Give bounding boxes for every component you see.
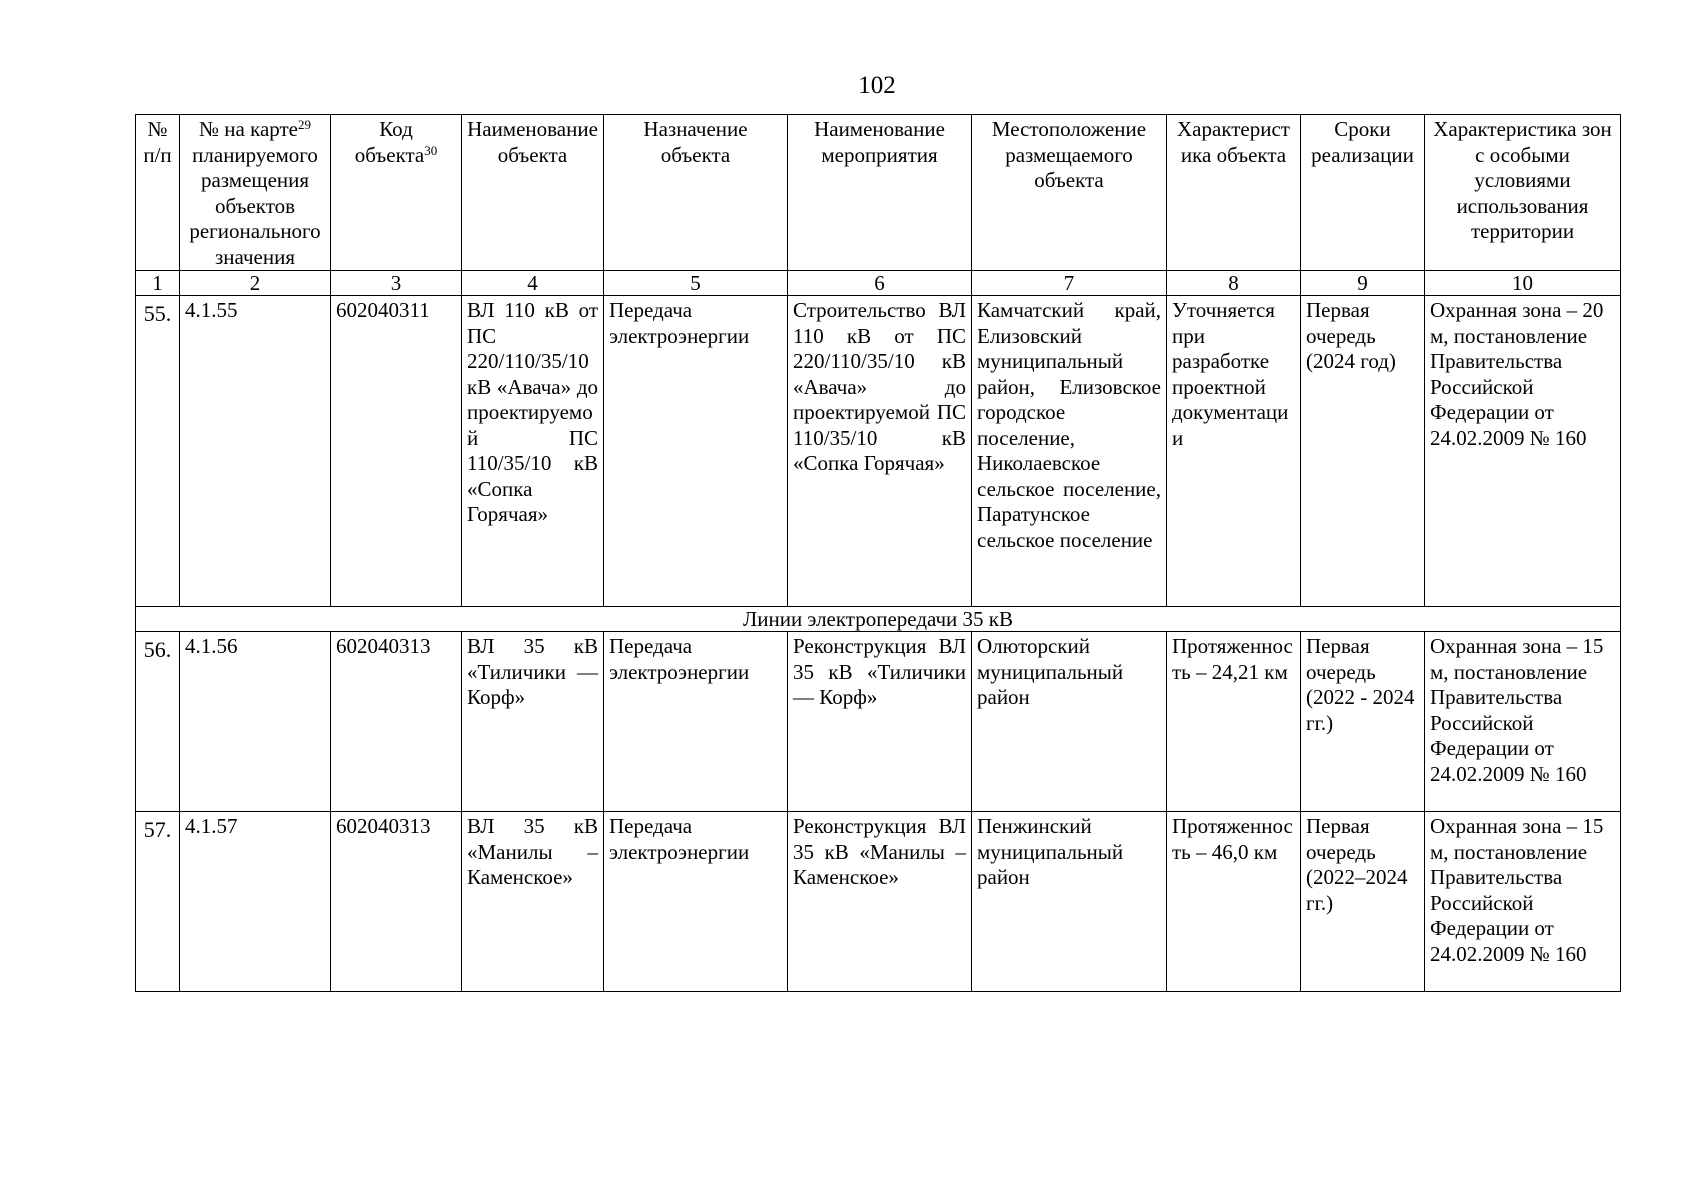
location-cell: Олюторский муниципальный район <box>972 632 1167 812</box>
object-code-cell: 602040311 <box>331 296 462 607</box>
column-number-cell: 9 <box>1301 271 1425 296</box>
deadline-cell: Первая очередь (2022 - 2024 гг.) <box>1301 632 1425 812</box>
header-cell-deadline: Сроки реализации <box>1301 115 1425 271</box>
header-cell-zones: Характеристика зон с особыми условиями использования территории <box>1425 115 1621 271</box>
header-cell-characteristic: Характеристика объекта <box>1167 115 1301 271</box>
map-number-cell: 4.1.55 <box>180 296 331 607</box>
column-number-cell: 1 <box>136 271 180 296</box>
column-number-cell: 4 <box>462 271 604 296</box>
header-map-number-rest: планируемого размещения объектов регионального значения <box>189 142 321 269</box>
activity-cell: Реконструкция ВЛ 35 кВ «Манилы – Каменское» <box>788 812 972 992</box>
table-row <box>136 296 1621 607</box>
column-number-cell: 5 <box>604 271 788 296</box>
object-name-cell: ВЛ 110 кВ от ПС 220/110/35/10 кВ «Авача» до проектируемой ПС 110/35/10 кВ «Сопка Горячая» <box>462 296 604 607</box>
header-cell-map-number <box>180 115 331 271</box>
purpose-cell: Передача электроэнергии <box>604 632 788 812</box>
column-number-cell: 10 <box>1425 271 1621 296</box>
column-number-cell: 7 <box>972 271 1167 296</box>
zones-cell: Охранная зона – 20 м, постановление Правительства Российской Федерации от 24.02.2009 № 160 <box>1425 296 1621 607</box>
location-cell: Пенжинский муниципальный район <box>972 812 1167 992</box>
object-code-cell: 602040313 <box>331 632 462 812</box>
column-number-cell: 8 <box>1167 271 1301 296</box>
deadline-cell: Первая очередь (2022–2024 гг.) <box>1301 812 1425 992</box>
zones-cell: Охранная зона – 15 м, постановление Правительства Российской Федерации от 24.02.2009 № 160 <box>1425 632 1621 812</box>
header-cell-object-name: Наименование объекта <box>462 115 604 271</box>
column-number-cell: 2 <box>180 271 331 296</box>
deadline-cell: Первая очередь (2024 год) <box>1301 296 1425 607</box>
purpose-cell: Передача электроэнергии <box>604 296 788 607</box>
header-object-code-label: Код объекта <box>354 117 425 167</box>
header-cell-number: № п/п <box>136 115 180 271</box>
page-number: 102 <box>858 72 896 99</box>
characteristic-cell: Уточняется при разработке проектной документации <box>1167 296 1301 607</box>
objects-table <box>135 114 1621 992</box>
footnote-marker-30: 30 <box>424 142 438 158</box>
table-row <box>136 812 1621 992</box>
activity-cell: Реконструкция ВЛ 35 кВ «Тиличики — Корф» <box>788 632 972 812</box>
header-cell-location: Местоположение размещаемого объекта <box>972 115 1167 271</box>
table-header-row <box>136 115 1621 271</box>
characteristic-cell: Протяженность – 24,21 км <box>1167 632 1301 812</box>
header-cell-object-code <box>331 115 462 271</box>
column-number-cell: 6 <box>788 271 972 296</box>
map-number-cell: 4.1.57 <box>180 812 331 992</box>
object-code-cell: 602040313 <box>331 812 462 992</box>
zones-cell: Охранная зона – 15 м, постановление Правительства Российской Федерации от 24.02.2009 № 160 <box>1425 812 1621 992</box>
header-cell-activity: Наименование мероприятия <box>788 115 972 271</box>
purpose-cell: Передача электроэнергии <box>604 812 788 992</box>
characteristic-cell: Протяженность – 46,0 км <box>1167 812 1301 992</box>
object-name-cell: ВЛ 35 кВ «Тиличики — Корф» <box>462 632 604 812</box>
row-number: 55. <box>136 296 180 607</box>
header-map-number-label: № на карте <box>198 117 299 141</box>
row-number: 57. <box>136 812 180 992</box>
column-number-row <box>136 271 1621 296</box>
map-number-cell: 4.1.56 <box>180 632 331 812</box>
row-number: 56. <box>136 632 180 812</box>
activity-cell: Строительство ВЛ 110 кВ от ПС 220/110/35/10 кВ «Авача» до проектируемой ПС 110/35/10 кВ «Сопка Горячая» <box>788 296 972 607</box>
footnote-marker-29: 29 <box>298 117 312 132</box>
object-name-cell: ВЛ 35 кВ «Манилы – Каменское» <box>462 812 604 992</box>
section-title: Линии электропередачи 35 кВ <box>136 607 1621 632</box>
section-row <box>136 607 1621 632</box>
location-cell: Камчатский край, Елизовский муниципальный район, Елизовское городское поселение, Николаевское сельское поселение, Паратунское сельское поселение <box>972 296 1167 607</box>
column-number-cell: 3 <box>331 271 462 296</box>
header-cell-purpose: Назначение объекта <box>604 115 788 271</box>
table-row <box>136 632 1621 812</box>
